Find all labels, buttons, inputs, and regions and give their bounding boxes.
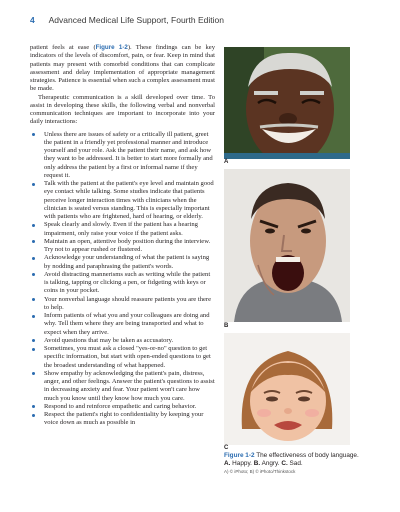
figure-reference-link[interactable]: Figure 1-2 [95, 44, 128, 51]
running-header [30, 15, 224, 29]
figure-caption: Figure 1-2 The effectiveness of body language. A. Happy. B. Angry. C. Sad. A) © iPhoto; B) © iPhoto/Thinkstock [224, 452, 364, 475]
photo-label-c: C [224, 445, 229, 451]
photo-label-a: A [224, 159, 229, 165]
techniques-list [30, 131, 215, 428]
list-item: Unless there are issues of safety or a critically ill patient, greet the patient in a friendly yet professional manner and introduce yourself and your role. Ask the patient their name, and ask how they want to be addressed. It is better to start more formally and only address the patient by a first or informal name if they request it. [30, 131, 215, 181]
smiling-elderly-man-photo [224, 47, 350, 159]
angry-shouting-man-photo [224, 169, 350, 322]
page-number: 4 [30, 15, 35, 25]
list-item: Your nonverbal language should reassure patients you are there to help. [30, 296, 215, 313]
crying-child-photo [224, 333, 350, 445]
figure-number: Figure 1-2 [224, 452, 255, 459]
list-item: Acknowledge your understanding of what the patient is saying by nodding and paraphrasing the patient's words. [30, 254, 215, 271]
photo-label-b: B [224, 323, 229, 329]
list-item: Maintain an open, attentive body position during the interview. Try not to appear rushed or flustered. [30, 238, 215, 255]
list-item: Respond to and reinforce empathetic and caring behavior. [30, 403, 215, 411]
list-item: Avoid distracting mannerisms such as writing while the patient is talking, tapping or clicking a pen, or fidgeting with keys or coins in your pocket. [30, 271, 215, 296]
main-text-column [30, 44, 215, 428]
list-item: Sometimes, you must ask a closed "yes-or-no" question to get specific information, but start with open-ended questions to get the broadest understanding of what happened. [30, 345, 215, 370]
list-item: Talk with the patient at the patient's eye level and maintain good eye contact while talking. Some studies indicate that patients perceive longer interaction times with clinicians when the clinician is seated versus standing. This is especially important with patients who are frightened, hard of hearing, or elderly. [30, 180, 215, 221]
list-item: Show empathy by acknowledging the patient's pain, distress, anger, and other feelings. Answer the patient's questions to assist in decreasing anxiety and fear. Your patient won't care how much you know until they know how much you care. [30, 370, 215, 403]
photo-credit: A) © iPhoto; B) © iPhoto/Thinkstock [224, 469, 296, 474]
techniques-paragraph: Therapeutic communication is a skill developed over time. To assist in developing these skills, the following verbal and nonverbal communication techniques are important to incorporate into your daily interactions: [30, 93, 215, 126]
list-item: Respect the patient's right to confidentiality by keeping your voice down as much as possible in [30, 411, 215, 428]
book-title: Advanced Medical Life Support, Fourth Edition [48, 15, 224, 25]
intro-paragraph: patient feels at ease (Figure 1-2). These findings can be key indicators of the levels of discomfort, pain, or fear. Keep in mind that patients may present with comorbid conditions that can complicate assessment and delay implementation of appropriate management strategies. Patience is essential when such a complex assessment must be made. [30, 44, 215, 93]
list-item: Avoid questions that may be taken as accusatory. [30, 337, 215, 345]
list-item: Speak clearly and slowly. Even if the patient has a hearing impairment, only raise your voice if the patient asks. [30, 221, 215, 238]
list-item: Inform patients of what you and your colleagues are doing and why. Tell them where they are being transported and what to expect when they arrive. [30, 312, 215, 337]
